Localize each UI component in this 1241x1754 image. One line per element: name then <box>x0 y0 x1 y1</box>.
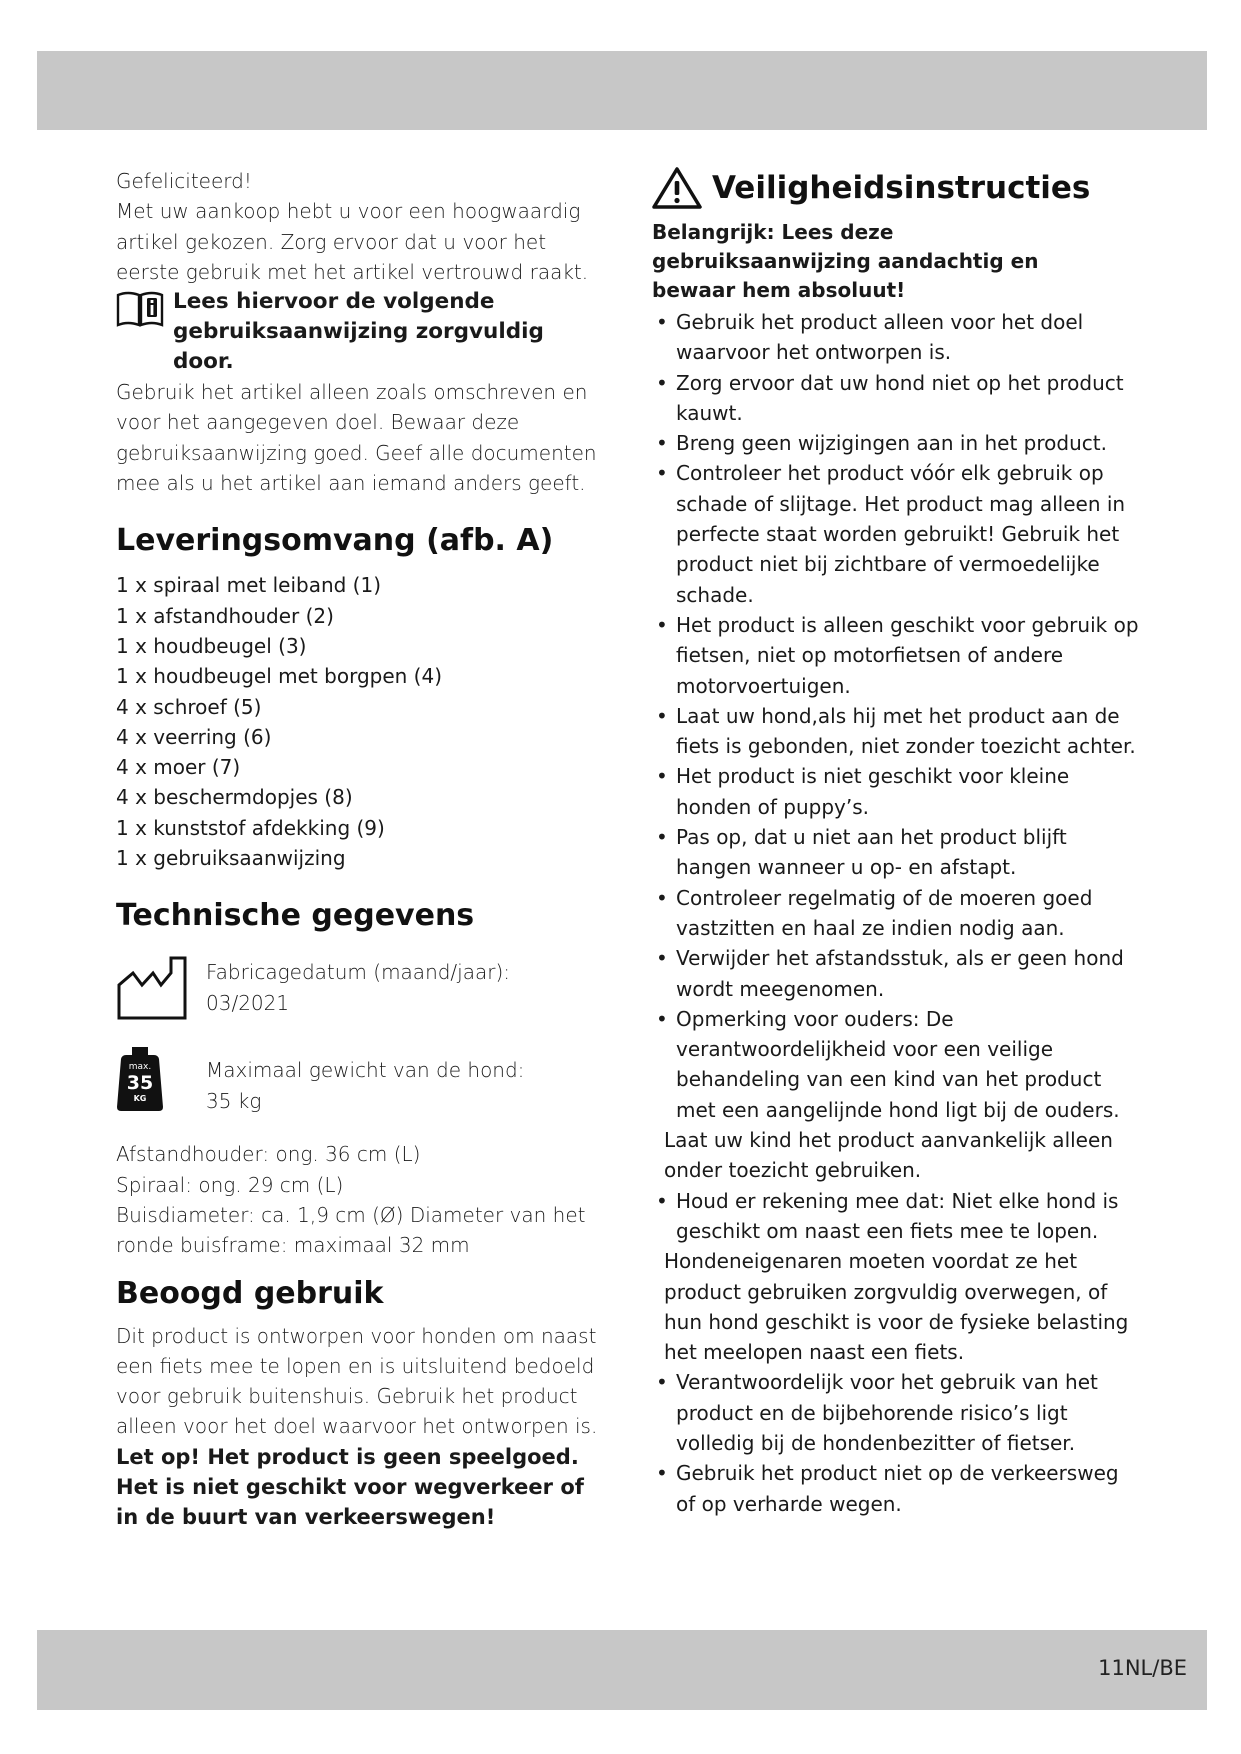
page-number: 11NL/BE <box>1098 1656 1187 1680</box>
list-item: 4 x veerring (6) <box>116 724 272 749</box>
list-item: • Controleer het product vóór elk gebruik op schade of slijtage. Het product mag alleen in perfecte staat worden gebruikt! Gebruik het product niet bij zichtbare of vermoedelijke schade. <box>652 458 1142 609</box>
intended-use-title: Beoogd gebruik <box>116 1275 384 1311</box>
list-item: 1 x kunststof afdekking (9) <box>116 815 385 840</box>
list-item: • Verantwoordelijk voor het gebruik van het product en de bijbehorende risico’s ligt volledig bij de hondenbezitter of fietser. <box>652 1367 1142 1458</box>
manufacture-date-row <box>116 947 606 1023</box>
read-notice <box>116 287 606 377</box>
list-item: • Opmerking voor ouders: De verantwoordelijkheid voor een veilige behandeling van een kind van het product met een aangelijnde hond ligt bij de ouders. <box>652 1004 1142 1125</box>
safety-list-3 <box>652 1367 1142 1518</box>
safety-note: Laat uw kind het product aanvankelijk alleen onder toezicht gebruiken. <box>664 1128 1113 1183</box>
intended-use-warning: Let op! Het product is geen speelgoed. Het is niet geschikt voor wegverkeer of in de buurt van verkeerswegen! <box>116 1444 584 1530</box>
right-column <box>652 166 1142 1519</box>
list-item: 1 x afstandhouder (2) <box>116 603 334 628</box>
list-item: • Zorg ervoor dat uw hond niet op het product kauwt. <box>652 368 1142 429</box>
list-item: • Het product is alleen geschikt voor gebruik op fietsen, niet op motorfietsen of andere motorvoertuigen. <box>652 610 1142 701</box>
list-item: 4 x moer (7) <box>116 755 241 780</box>
list-item: 1 x houdbeugel met borgpen (4) <box>116 664 442 689</box>
weight-icon-top: max. <box>128 1062 152 1073</box>
read-notice-text: Lees hiervoor de volgende gebruiksaanwijzing zorgvuldig door. <box>173 289 544 375</box>
safety-heading <box>652 166 1142 210</box>
weight-label: Maximaal gewicht van de hond: <box>206 1058 525 1083</box>
safety-list <box>652 307 1142 1125</box>
weight-icon-value: 35 <box>126 1072 154 1095</box>
list-item: • Laat uw hond,als hij met het product aan de fiets is gebonden, niet zonder toezicht achter. <box>652 701 1142 762</box>
footer-band <box>37 1630 1207 1710</box>
header-band <box>37 51 1207 130</box>
usage-text: Gebruik het artikel alleen zoals omschreven en voor het aangegeven doel. Bewaar deze gebruiksaanwijzing goed. Geef alle documenten mee als u het artikel aan iemand anders geeft. <box>116 380 597 496</box>
weight-icon <box>116 1043 164 1113</box>
list-item: • Controleer regelmatig of de moeren goed vastzitten en haal ze indien nodig aan. <box>652 883 1142 944</box>
list-item: 1 x houdbeugel (3) <box>116 633 307 658</box>
left-column <box>116 166 606 1533</box>
factory-icon <box>116 955 188 1021</box>
list-item: • Verwijder het afstandsstuk, als er geen hond wordt meegenomen. <box>652 943 1142 1004</box>
list-item: 4 x beschermdopjes (8) <box>116 785 353 810</box>
manufacture-value: 03/2021 <box>206 990 290 1015</box>
list-item: 4 x schroef (5) <box>116 694 262 719</box>
delivery-list <box>116 570 606 873</box>
intended-use-text: Dit product is ontworpen voor honden om naast een fiets mee te lopen en is uitsluitend bedoeld voor gebruik buitenshuis. Gebruik het product alleen voor het doel waarvoor het ontworpen is. <box>116 1323 598 1439</box>
list-item: • Gebruik het product alleen voor het doel waarvoor het ontworpen is. <box>652 307 1142 368</box>
list-item: 1 x spiraal met leiband (1) <box>116 573 382 598</box>
spec-line: Afstandhouder: ong. 36 cm (L) <box>116 1142 421 1167</box>
spec-line: Buisdiameter: ca. 1,9 cm (Ø) Diameter van het ronde buisframe: maximaal 32 mm <box>116 1202 586 1258</box>
warning-triangle-icon <box>652 166 702 210</box>
delivery-title: Leveringsomvang (afb. A) <box>116 523 554 559</box>
safety-note: Hondeneigenaren moeten voordat ze het product gebruiken zorgvuldig overwegen, of hun hond geschikt is voor de fysieke belasting het meelopen naast een fiets. <box>664 1249 1129 1365</box>
weight-icon-unit: KG <box>133 1094 147 1104</box>
intro-greeting: Gefeliciteerd! <box>116 169 252 193</box>
manufacture-label: Fabricagedatum (maand/jaar): <box>206 960 511 985</box>
safety-important: Belangrijk: Lees deze gebruiksaanwijzing aandachtig en bewaar hem absoluut! <box>652 220 1039 302</box>
technical-title: Technische gegevens <box>116 898 475 934</box>
weight-value: 35 kg <box>206 1088 262 1113</box>
list-item: • Het product is niet geschikt voor kleine honden of puppy’s. <box>652 761 1142 822</box>
spec-line: Spiraal: ong. 29 cm (L) <box>116 1172 344 1197</box>
safety-title: Veiligheidsinstructies <box>712 170 1091 206</box>
manual-info-icon <box>116 289 164 329</box>
list-item: • Breng geen wijzigingen aan in het product. <box>652 428 1142 458</box>
safety-list-2 <box>652 1186 1142 1247</box>
list-item: • Houd er rekening mee dat: Niet elke hond is geschikt om naast een fiets mee te lopen. <box>652 1186 1142 1247</box>
intro-text: Met uw aankoop hebt u voor een hoogwaardig artikel gekozen. Zorg ervoor dat u voor het eerste gebruik met het artikel vertrouwd raakt. <box>116 199 589 284</box>
max-weight-row <box>116 1029 606 1139</box>
list-item: • Pas op, dat u niet aan het product blijft hangen wanneer u op- en afstapt. <box>652 822 1142 883</box>
list-item: 1 x gebruiksaanwijzing <box>116 846 346 871</box>
list-item: • Gebruik het product niet op de verkeersweg of op verharde wegen. <box>652 1458 1142 1519</box>
